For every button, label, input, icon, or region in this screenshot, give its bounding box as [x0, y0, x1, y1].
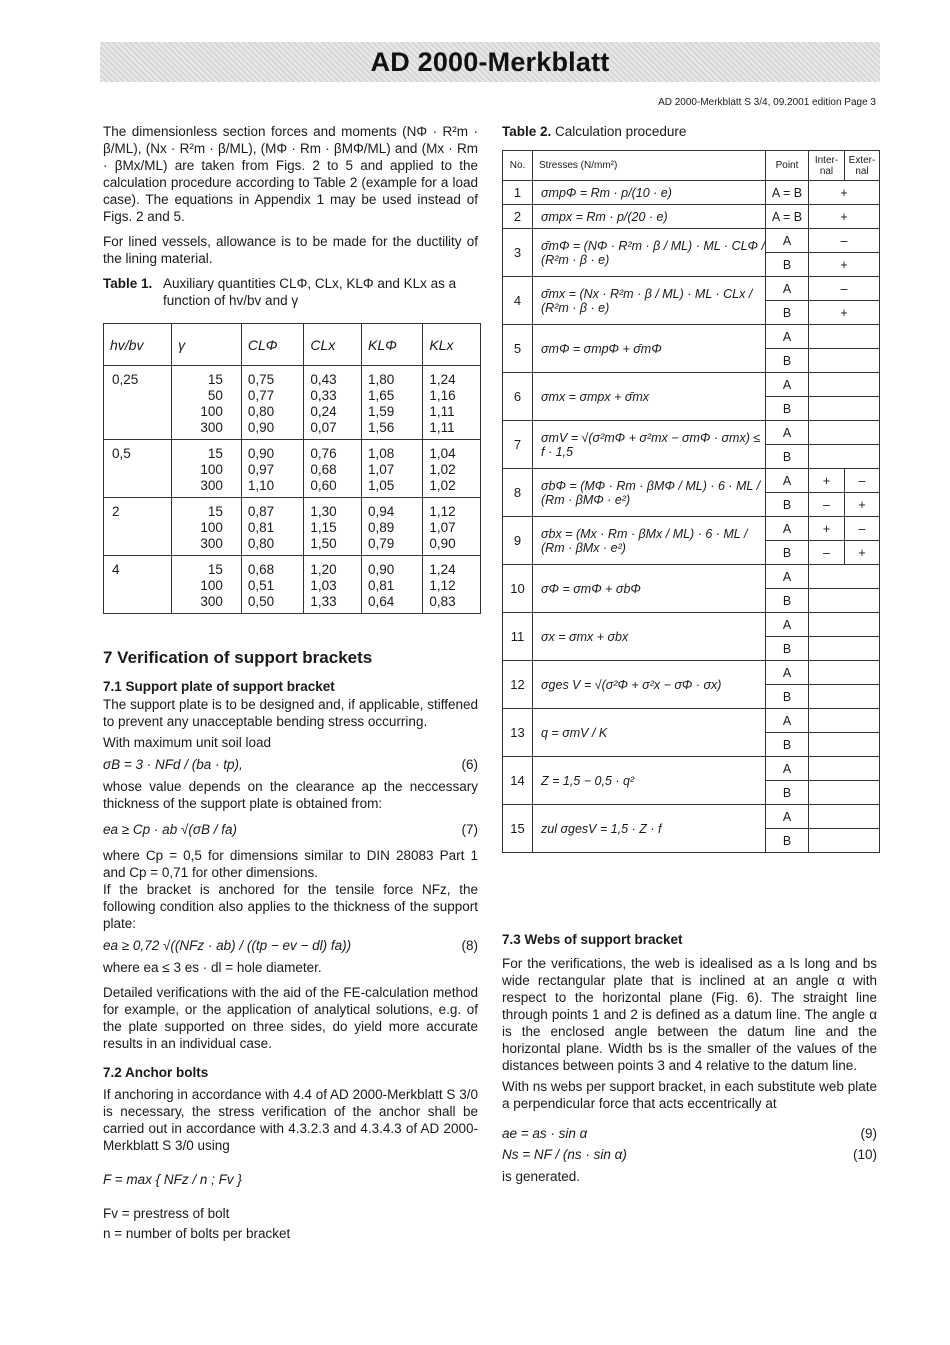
row-point: B [766, 397, 809, 421]
eq6-text: σB = 3 · NFd / (ba · tp), [103, 757, 243, 772]
row-number: 12 [503, 661, 533, 709]
row-number: 13 [503, 709, 533, 757]
p71c: whose value depends on the clearance ap the neccessary thickness of the support plate is obtained from: [103, 779, 478, 811]
row-point: B [766, 829, 809, 853]
eq8-number: (8) [461, 938, 478, 953]
row-number: 9 [503, 517, 533, 565]
row-point: B [766, 445, 809, 469]
row-formula: σ̄mx = (Nx · R²m · β / ML) · ML · CLx / (R²m · β · e) [533, 277, 766, 325]
p71a: The support plate is to be designed and, if applicable, stiffened to prevent any unacceptable bending stress occurring. [103, 697, 478, 729]
row-point: A [766, 565, 809, 589]
row-external-sign: + [845, 493, 880, 517]
table1-cell-h: 4 [104, 556, 172, 614]
col-clx: CLx [304, 324, 362, 366]
col-internal: Inter-nal [809, 151, 845, 181]
left-column [103, 120, 478, 1242]
row-internal-sign: + [809, 469, 845, 493]
p73a: For the verifications, the web is idealised as a ls long and bs wide rectangular plate that is inclined at an angle α with respect to the horizontal plane (Fig. 6). The straight line through points 1 and 2 is defined as a datum line. The angle α is the enclosed angle between the datum line and the horizontal plane. Width bs is the smaller of the values of the distances between points 3 and 4 relative to the datum line. [502, 956, 877, 1073]
row-formula: σmΦ = σmpΦ + σ̄mΦ [533, 325, 766, 373]
row-formula: σΦ = σmΦ + σbΦ [533, 565, 766, 613]
row-formula: σmx = σmpx + σ̄mx [533, 373, 766, 421]
table1-row [104, 366, 481, 440]
right-column [502, 120, 877, 1185]
table1-cell-k2: 1,04 1,02 1,02 [423, 440, 481, 498]
table1-cell-gamma: 15 100 300 [172, 556, 242, 614]
table1-cell-k1: 1,80 1,65 1,59 1,56 [361, 366, 422, 440]
table1-cell-c2: 0,43 0,33 0,24 0,07 [304, 366, 362, 440]
table2 [502, 150, 880, 853]
eq7-number: (7) [461, 822, 478, 837]
eq8-text: ea ≥ 0,72 √((NFz · ab) / ((tp − ev − dl) fa)) [103, 938, 352, 953]
table2-row [503, 325, 880, 349]
eq9-number: (9) [860, 1126, 877, 1141]
def-n: n = number of bolts per bracket [103, 1226, 291, 1241]
row-point: A [766, 805, 809, 829]
section-7-1-heading: 7.1 Support plate of support bracket [103, 679, 335, 694]
col-klx: KLx [423, 324, 481, 366]
row-sign: + [809, 181, 880, 205]
table2-row [503, 757, 880, 781]
p71f: where ea ≤ 3 es · dl = hole diameter. [103, 960, 322, 975]
table1-caption-text: Auxiliary quantities CLΦ, CLx, KLΦ and KLx as a function of hv/bv and γ [163, 276, 457, 308]
row-point: B [766, 493, 809, 517]
row-number: 3 [503, 229, 533, 277]
table1-cell-c1: 0,87 0,81 0,80 [241, 498, 304, 556]
table1-cell-c2: 0,76 0,68 0,60 [304, 440, 362, 498]
p73b: With ns webs per support bracket, in each substitute web plate a perpendicular force that acts eccentrically at [502, 1079, 877, 1111]
banner-title: AD 2000-Merkblatt [370, 46, 610, 77]
table2-row [503, 613, 880, 637]
table2-row [503, 277, 880, 301]
row-point: A = B [766, 205, 809, 229]
row-point: A = B [766, 181, 809, 205]
table1-cell-c1: 0,90 0,97 1,10 [241, 440, 304, 498]
equation-6 [103, 757, 478, 772]
row-sign [809, 565, 880, 589]
row-external-sign: – [845, 517, 880, 541]
equation-F [103, 1172, 478, 1187]
row-number: 10 [503, 565, 533, 613]
row-point: A [766, 661, 809, 685]
col-klphi: KLΦ [361, 324, 422, 366]
row-sign: – [809, 229, 880, 253]
row-point: A [766, 373, 809, 397]
row-sign [809, 397, 880, 421]
table1-row [104, 556, 481, 614]
row-formula: σmV = √(σ²mΦ + σ²mx − σmΦ · σmx) ≤ f · 1,5 [533, 421, 766, 469]
col-no: No. [503, 151, 533, 181]
table1 [103, 323, 481, 614]
col-stress: Stresses (N/mm²) [533, 151, 766, 181]
row-point: B [766, 637, 809, 661]
row-sign: + [809, 301, 880, 325]
p73c: is generated. [502, 1169, 581, 1184]
table2-row [503, 805, 880, 829]
row-formula: σx = σmx + σbx [533, 613, 766, 661]
row-point: B [766, 685, 809, 709]
row-number: 7 [503, 421, 533, 469]
row-formula: q = σmV / K [533, 709, 766, 757]
col-clphi: CLΦ [241, 324, 304, 366]
table2-row [503, 709, 880, 733]
row-formula: σmpx = Rm · p/(20 · e) [533, 205, 766, 229]
row-internal-sign: – [809, 493, 845, 517]
table2-row [503, 565, 880, 589]
table2-row [503, 517, 880, 541]
table2-caption [502, 123, 877, 140]
row-sign [809, 613, 880, 637]
row-number: 4 [503, 277, 533, 325]
page-banner [100, 42, 880, 82]
row-sign [809, 709, 880, 733]
row-sign [809, 733, 880, 757]
section-7-3-heading: 7.3 Webs of support bracket [502, 932, 683, 947]
row-point: A [766, 277, 809, 301]
row-number: 14 [503, 757, 533, 805]
row-sign [809, 325, 880, 349]
table1-cell-h: 0,5 [104, 440, 172, 498]
section-7-2-heading: 7.2 Anchor bolts [103, 1065, 209, 1080]
table1-cell-k1: 1,08 1,07 1,05 [361, 440, 422, 498]
table1-cell-gamma: 15 100 300 [172, 440, 242, 498]
table2-row [503, 229, 880, 253]
row-formula: zul σgesV = 1,5 · Z · f [533, 805, 766, 853]
row-formula: σmpΦ = Rm · p/(10 · e) [533, 181, 766, 205]
row-sign [809, 661, 880, 685]
table1-cell-k2: 1,12 1,07 0,90 [423, 498, 481, 556]
table2-row [503, 661, 880, 685]
row-point: B [766, 541, 809, 565]
table1-cell-c1: 0,75 0,77 0,80 0,90 [241, 366, 304, 440]
row-sign [809, 373, 880, 397]
row-point: A [766, 421, 809, 445]
row-point: A [766, 613, 809, 637]
eq10-number: (10) [852, 1147, 877, 1162]
col-h: hv/bv [104, 324, 172, 366]
table1-row [104, 498, 481, 556]
table1-caption [103, 275, 478, 309]
row-number: 1 [503, 181, 533, 205]
eqF-text: F = max { NFz / n ; Fv } [103, 1172, 242, 1187]
row-internal-sign: + [809, 517, 845, 541]
equation-7 [103, 822, 478, 837]
row-point: A [766, 229, 809, 253]
row-sign [809, 829, 880, 853]
table2-row [503, 421, 880, 445]
eq10-text: Ns = NF / (ns · sin α) [502, 1147, 627, 1162]
table1-cell-gamma: 15 50 100 300 [172, 366, 242, 440]
row-external-sign: + [845, 541, 880, 565]
table1-cell-h: 2 [104, 498, 172, 556]
table2-caption-text: Calculation procedure [555, 124, 687, 139]
row-point: B [766, 301, 809, 325]
row-point: B [766, 349, 809, 373]
row-formula: σ̄mΦ = (NΦ · R²m · β / ML) · ML · CLΦ / (R²m · β · e) [533, 229, 766, 277]
table1-cell-gamma: 15 100 300 [172, 498, 242, 556]
row-sign [809, 589, 880, 613]
row-formula: σges V = √(σ²Φ + σ²x − σΦ · σx) [533, 661, 766, 709]
table2-label: Table 2. [502, 124, 552, 139]
table1-cell-k2: 1,24 1,16 1,11 1,11 [423, 366, 481, 440]
table1-label: Table 1. [103, 276, 153, 291]
table2-body [503, 181, 880, 853]
equation-8 [103, 938, 478, 953]
table2-row [503, 181, 880, 205]
eq9-text: ae = as · sin α [502, 1126, 588, 1141]
row-sign [809, 685, 880, 709]
row-sign [809, 637, 880, 661]
row-point: A [766, 517, 809, 541]
row-sign [809, 421, 880, 445]
table1-body [104, 366, 481, 614]
eq6-number: (6) [461, 757, 478, 772]
table1-cell-h: 0,25 [104, 366, 172, 440]
table2-header-row [503, 151, 880, 181]
row-formula: Z = 1,5 − 0,5 · q² [533, 757, 766, 805]
row-sign: – [809, 277, 880, 301]
col-gamma: γ [172, 324, 242, 366]
row-sign [809, 445, 880, 469]
row-sign [809, 757, 880, 781]
table1-cell-k2: 1,24 1,12 0,83 [423, 556, 481, 614]
def-fv: Fv = prestress of bolt [103, 1206, 230, 1221]
intro-paragraph: The dimensionless section forces and moments (NΦ · R²m · β/ML), (Nx · R²m · β/ML), (MΦ · Rm · βMΦ/ML) and (Mx · Rm · βMx/ML) are taken from Figs. 2 to 5 and applied to the calculation procedure according to Table 2 (example for a load case). The equations in Appendix 1 may be used instead of Figs. 2 and 5. [103, 124, 478, 224]
table1-header-row [104, 324, 481, 366]
table1-cell-c2: 1,20 1,03 1,33 [304, 556, 362, 614]
col-external: Exter-nal [845, 151, 880, 181]
table1-cell-k1: 0,90 0,81 0,64 [361, 556, 422, 614]
row-point: B [766, 733, 809, 757]
row-formula: σbΦ = (MΦ · Rm · βMΦ / ML) · 6 · ML / (Rm · βMΦ · e²) [533, 469, 766, 517]
row-point: A [766, 469, 809, 493]
table2-row [503, 373, 880, 397]
row-number: 5 [503, 325, 533, 373]
row-number: 2 [503, 205, 533, 229]
lined-vessels-paragraph: For lined vessels, allowance is to be made for the ductility of the lining material. [103, 234, 478, 266]
table2-row [503, 469, 880, 493]
row-number: 11 [503, 613, 533, 661]
row-point: A [766, 757, 809, 781]
eq7-text: ea ≥ Cp · ab √(σB / fa) [103, 822, 238, 837]
row-sign [809, 805, 880, 829]
table1-cell-c2: 1,30 1,15 1,50 [304, 498, 362, 556]
row-point: A [766, 709, 809, 733]
col-point: Point [766, 151, 809, 181]
section-7-heading: 7 Verification of support brackets [103, 648, 373, 667]
row-sign [809, 349, 880, 373]
table2-row [503, 205, 880, 229]
page-header-ref: AD 2000-Merkblatt S 3/4, 09.2001 edition Page 3 [658, 97, 876, 108]
row-point: B [766, 253, 809, 277]
p71d: where Cp = 0,5 for dimensions similar to DIN 28083 Part 1 and Cp = 0,71 for other dimensions. [103, 848, 478, 880]
row-sign: + [809, 253, 880, 277]
row-number: 6 [503, 373, 533, 421]
row-sign [809, 781, 880, 805]
row-sign: + [809, 205, 880, 229]
p71b: With maximum unit soil load [103, 735, 272, 750]
row-point: A [766, 325, 809, 349]
row-point: B [766, 589, 809, 613]
equation-10 [502, 1147, 877, 1162]
row-internal-sign: – [809, 541, 845, 565]
p72a: If anchoring in accordance with 4.4 of AD 2000-Merkblatt S 3/0 is necessary, the stress verification of the anchor shall be carried out in accordance with 4.3.2.3 and 4.3.4.3 of AD 2000-Merkblatt S 3/0 using [103, 1087, 478, 1153]
table1-cell-c1: 0,68 0,51 0,50 [241, 556, 304, 614]
row-external-sign: – [845, 469, 880, 493]
row-point: B [766, 781, 809, 805]
table1-cell-k1: 0,94 0,89 0,79 [361, 498, 422, 556]
table1-row [104, 440, 481, 498]
row-number: 8 [503, 469, 533, 517]
p71g: Detailed verifications with the aid of the FE-calculation method for example, or the application of analytical solutions, e.g. of the plate supported on three sides, do yield more accurate results in an individual case. [103, 985, 478, 1051]
p71e: If the bracket is anchored for the tensile force NFz, the following condition also applies to the thickness of the support plate: [103, 882, 478, 931]
equation-9 [502, 1126, 877, 1141]
row-formula: σbx = (Mx · Rm · βMx / ML) · 6 · ML / (Rm · βMx · e²) [533, 517, 766, 565]
row-number: 15 [503, 805, 533, 853]
